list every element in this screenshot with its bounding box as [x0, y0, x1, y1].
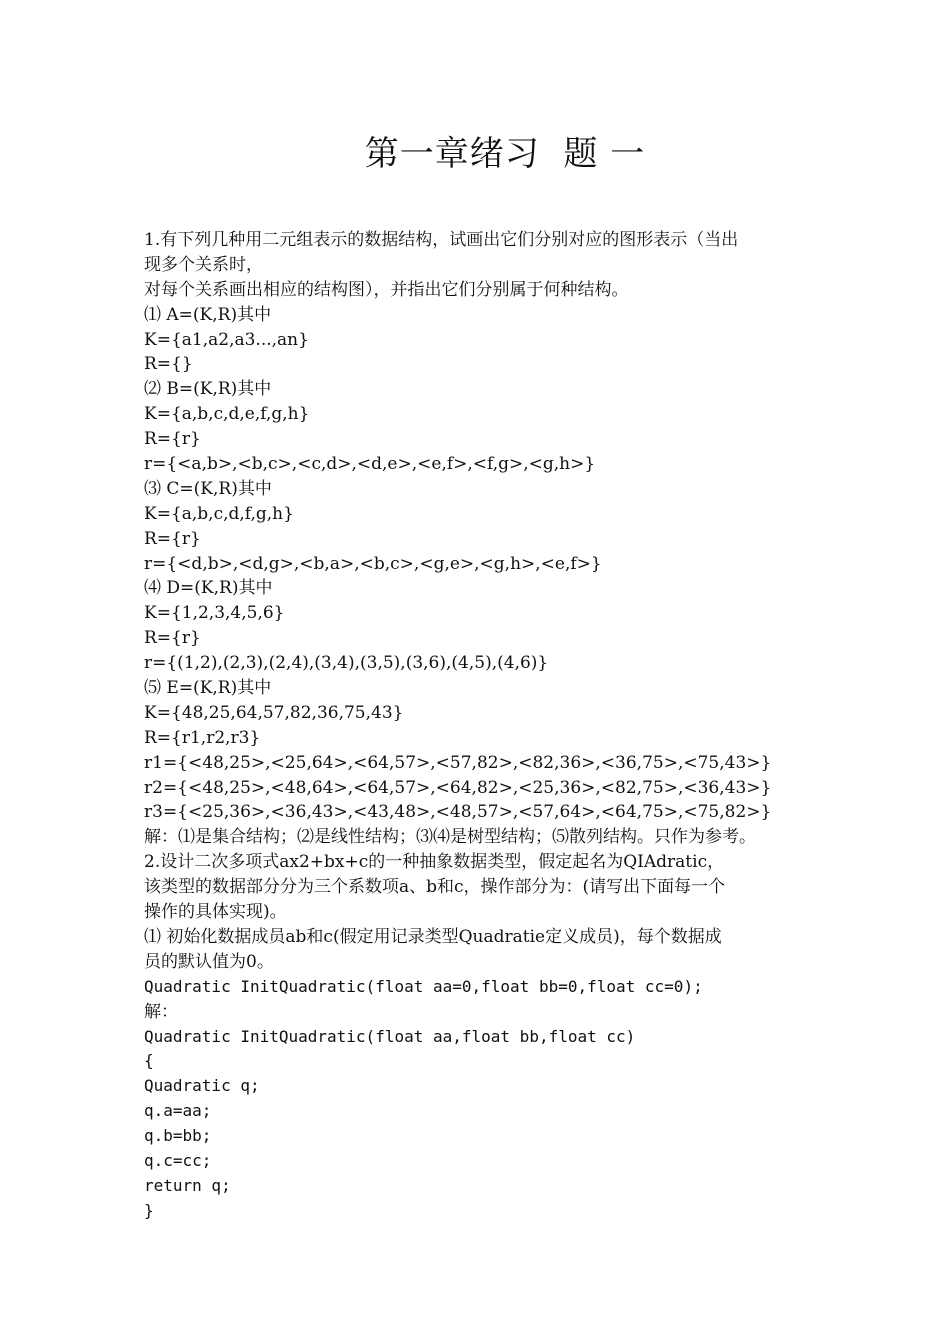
code-line: Quadratic InitQuadratic(float aa,float bb,float cc): [144, 1026, 636, 1046]
text-line: K={a1,a2,a3...,an}: [144, 329, 309, 350]
text-line: r={<a,b>,<b,c>,<c,d>,<d,e>,<e,f>,<f,g>,<g,h>}: [144, 454, 596, 475]
text-line: R={r1,r2,r3}: [144, 727, 261, 748]
document-body: [144, 228, 814, 1224]
text-line: K={1,2,3,4,5,6}: [144, 603, 285, 624]
text-line: r={<d,b>,<d,g>,<b,a>,<b,c>,<g,e>,<g,h>,<e,f>}: [144, 553, 602, 574]
text-line: r3={<25,36>,<36,43>,<43,48>,<48,57>,<57,64>,<64,75>,<75,82>}: [144, 802, 772, 823]
code-line: q.c=cc;: [144, 1150, 212, 1170]
code-line: q.a=aa;: [144, 1101, 212, 1121]
text-line: ⑵ B=(K,R)其中: [144, 379, 272, 400]
text-line: 解：: [144, 1001, 178, 1022]
code-line: }: [144, 1200, 154, 1220]
text-line: r2={<48,25>,<48,64>,<64,57>,<64,82>,<25,36>,<82,75>,<36,43>}: [144, 777, 772, 798]
text-line: 员的默认值为0。: [144, 951, 274, 972]
code-line: return q;: [144, 1175, 231, 1195]
text-line: K={48,25,64,57,82,36,75,43}: [144, 702, 404, 723]
text-line: r1={<48,25>,<25,64>,<64,57>,<57,82>,<82,36>,<36,75>,<75,43>}: [144, 752, 772, 773]
page-title: 第一章绪习 题 一: [364, 134, 646, 174]
text-line: ⑴ 初始化数据成员ab和c(假定用记录类型Quadratie定义成员)，每个数据成: [144, 926, 722, 947]
code-line: q.b=bb;: [144, 1126, 212, 1146]
text-line: r={(1,2),(2,3),(2,4),(3,4),(3,5),(3,6),(4,5),(4,6)}: [144, 653, 549, 674]
text-line: R={}: [144, 354, 193, 375]
text-line: R={r}: [144, 528, 201, 549]
text-line: ⑶ C=(K,R)其中: [144, 478, 272, 499]
code-line: {: [144, 1051, 154, 1071]
text-line: K={a,b,c,d,e,f,g,h}: [144, 404, 310, 425]
text-line: 操作的具体实现)。: [144, 902, 287, 923]
text-line: ⑴ A=(K,R)其中: [144, 304, 272, 325]
text-line: ⑷ D=(K,R)其中: [144, 578, 273, 599]
code-line: Quadratic q;: [144, 1076, 260, 1096]
text-line: ⑸ E=(K,R)其中: [144, 678, 272, 699]
text-line: R={r}: [144, 429, 201, 450]
text-line: 对每个关系画出相应的结构图），并指出它们分别属于何种结构。: [144, 279, 629, 300]
text-line: 现多个关系时，: [144, 254, 263, 275]
text-line: 该类型的数据部分分为三个系数项a、b和c，操作部分为：(请写出下面每一个: [144, 877, 726, 898]
code-line: Quadratic InitQuadratic(float aa=0,float bb=0,float cc=0);: [144, 976, 703, 996]
text-line: 解：⑴是集合结构；⑵是线性结构；⑶⑷是树型结构；⑸散列结构。只作为参考。: [144, 827, 756, 848]
text-line: 1.有下列几种用二元组表示的数据结构，试画出它们分别对应的图形表示（当出: [144, 230, 739, 250]
text-line: R={r}: [144, 628, 201, 649]
text-line: 2.设计二次多项式ax2+bx+c的一种抽象数据类型，假定起名为QIAdratic，: [144, 852, 725, 873]
text-line: K={a,b,c,d,f,g,h}: [144, 503, 294, 524]
